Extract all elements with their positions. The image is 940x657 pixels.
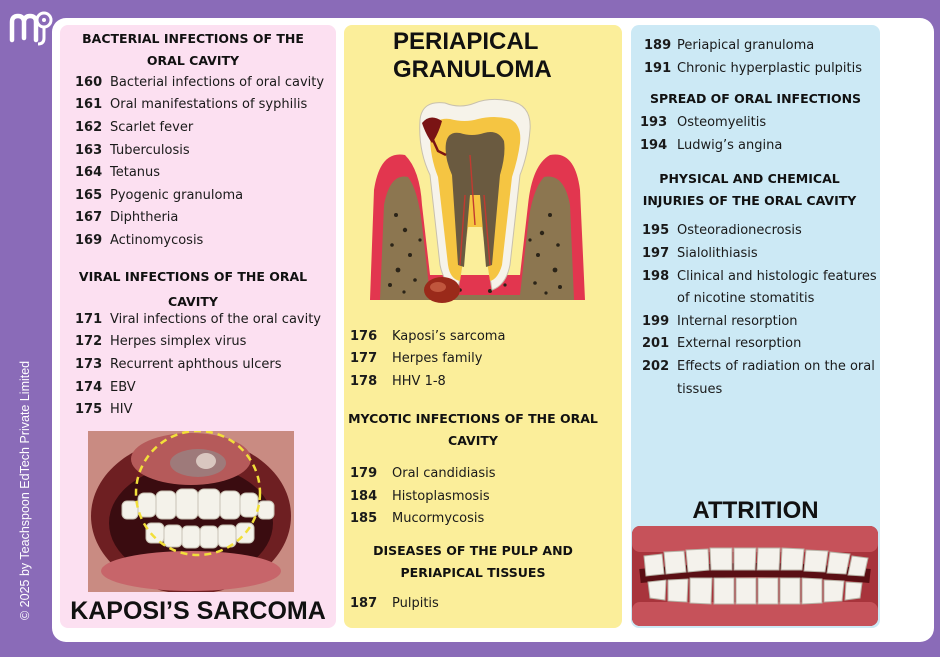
periapical-granuloma-image xyxy=(360,95,590,307)
attrition-image xyxy=(632,526,878,626)
kaposi-sarcoma-image xyxy=(88,431,294,592)
copyright-text: © 2025 by Teachspoon EdTech Private Limited xyxy=(18,360,32,620)
brand-logo-icon xyxy=(8,8,54,48)
attrition-title: ATTRITION xyxy=(692,497,819,524)
pulp-heading: DISEASES OF THE PULP AND PERIAPICAL TISSUES xyxy=(373,543,573,580)
kaposi-caption: KAPOSI’S SARCOMA xyxy=(70,597,326,625)
periapical-title: PERIAPICAL GRANULOMA xyxy=(393,28,552,83)
physical-heading: PHYSICAL AND CHEMICAL INJURIES OF THE ORAL CAVITY xyxy=(642,171,857,208)
viral-heading: VIRAL INFECTIONS OF THE ORAL CAVITY xyxy=(78,269,308,309)
spread-heading: SPREAD OF ORAL INFECTIONS xyxy=(649,91,862,106)
mycotic-heading: MYCOTIC INFECTIONS OF THE ORAL CAVITY xyxy=(348,411,598,448)
bacterial-heading: BACTERIAL INFECTIONS OF THE ORAL CAVITY xyxy=(82,31,304,68)
